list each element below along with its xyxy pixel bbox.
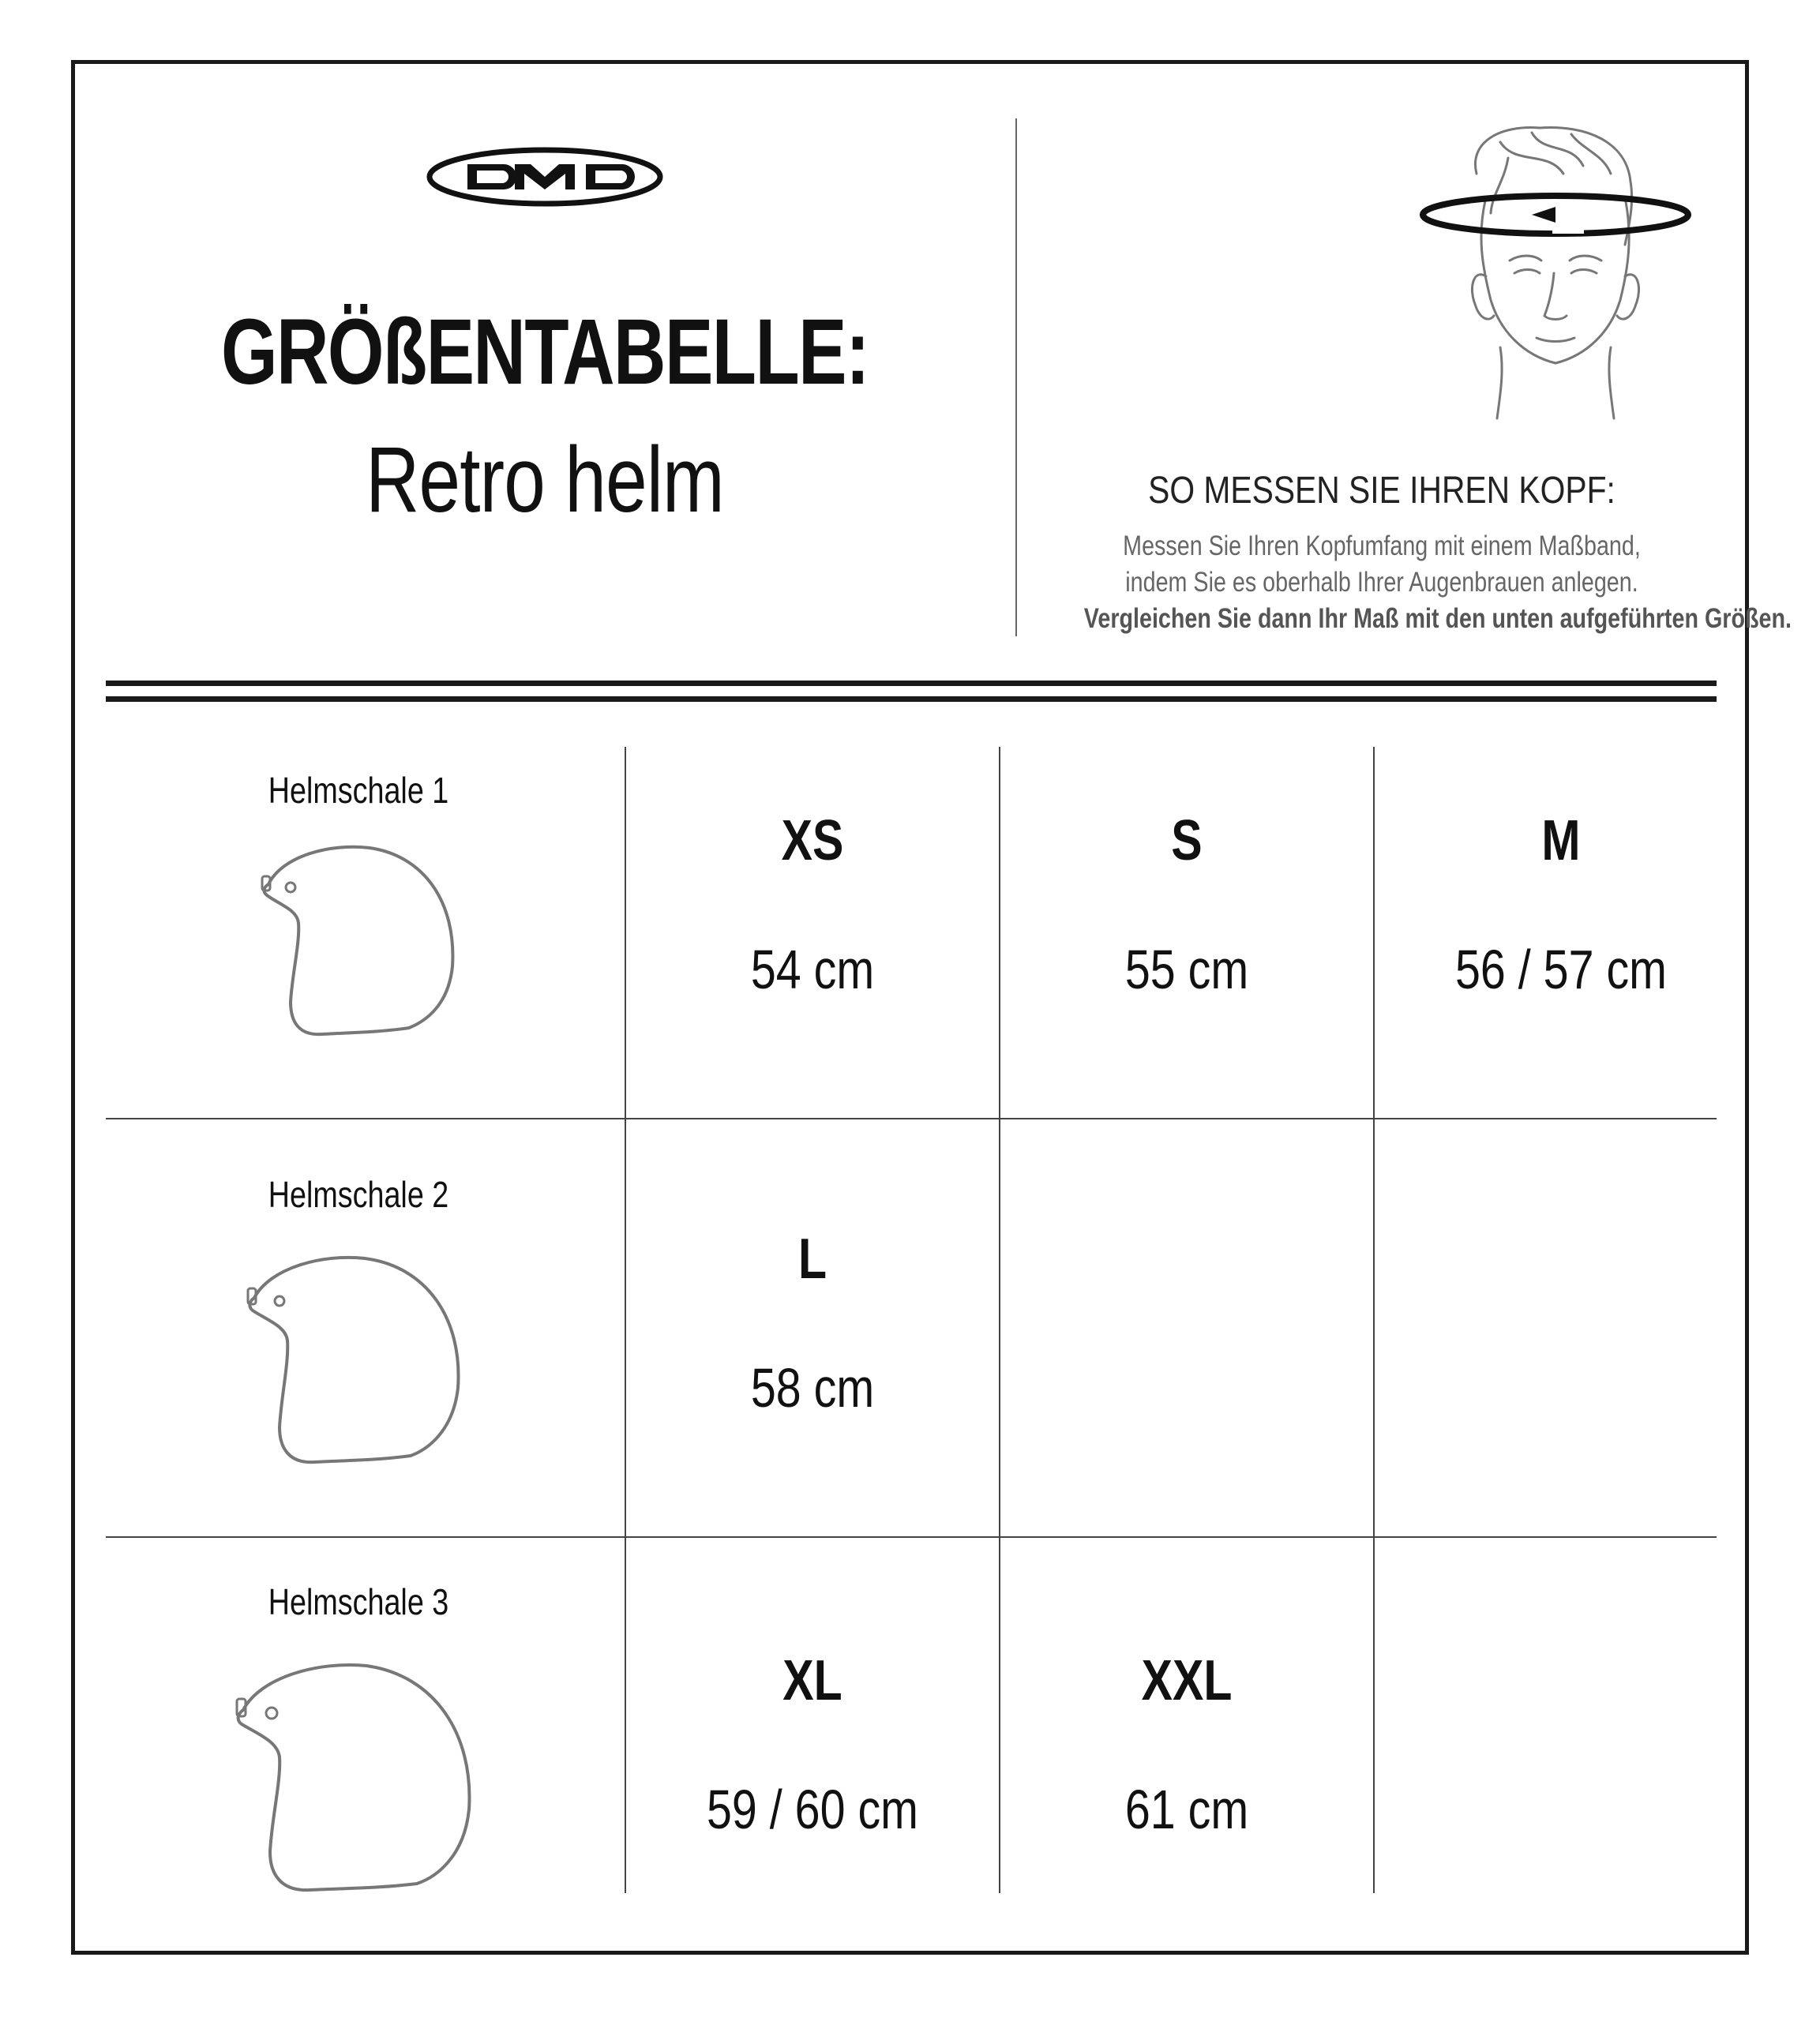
helmet-shell-3-icon xyxy=(224,1658,477,1898)
size-label-xxl: XXL xyxy=(1141,1649,1233,1712)
grid-vline-1 xyxy=(625,747,626,1893)
header-rule-bottom xyxy=(106,696,1717,702)
size-label-s: S xyxy=(1171,809,1203,872)
header-divider xyxy=(1015,118,1017,636)
shell-label-2: Helmschale 2 xyxy=(268,1174,449,1215)
helmet-shell-2-icon xyxy=(237,1250,466,1468)
dmd-logo xyxy=(426,147,663,207)
size-value-s: 55 cm xyxy=(1124,939,1249,1000)
measure-instruction-2: indem Sie es oberhalb Ihrer Augenbrauen anlegen. xyxy=(1125,567,1638,598)
measure-title: SO MESSEN SIE IHREN KOPF: xyxy=(1148,470,1615,512)
size-value-xl: 59 / 60 cm xyxy=(706,1779,918,1840)
header-rule-top xyxy=(106,681,1717,686)
helmet-shell-1-icon xyxy=(251,840,460,1039)
grid-hline-1 xyxy=(106,1118,1717,1119)
grid-vline-3 xyxy=(1373,747,1375,1893)
size-value-xxl: 61 cm xyxy=(1124,1779,1249,1840)
size-label-xl: XL xyxy=(782,1649,842,1712)
grid-vline-2 xyxy=(999,747,1000,1893)
size-label-l: L xyxy=(797,1228,827,1291)
measure-instruction-3: Vergleichen Sie dann Ihr Maß mit den unten aufgeführten Größen. xyxy=(1083,603,1792,634)
shell-label-1: Helmschale 1 xyxy=(268,770,449,811)
size-label-xs: XS xyxy=(781,809,844,872)
shell-label-3: Helmschale 3 xyxy=(268,1581,449,1622)
size-value-m: 56 / 57 cm xyxy=(1454,939,1667,1000)
size-value-l: 58 cm xyxy=(750,1357,875,1419)
measure-instruction-1: Messen Sie Ihren Kopfumfang mit einem Maßband, xyxy=(1123,531,1641,561)
size-value-xs: 54 cm xyxy=(750,939,875,1000)
page-title: GRÖßENTABELLE: xyxy=(220,300,869,404)
grid-hline-2 xyxy=(106,1536,1717,1538)
page-subtitle: Retro helm xyxy=(366,428,724,532)
size-label-m: M xyxy=(1541,809,1581,872)
head-measure-icon xyxy=(1413,118,1698,434)
